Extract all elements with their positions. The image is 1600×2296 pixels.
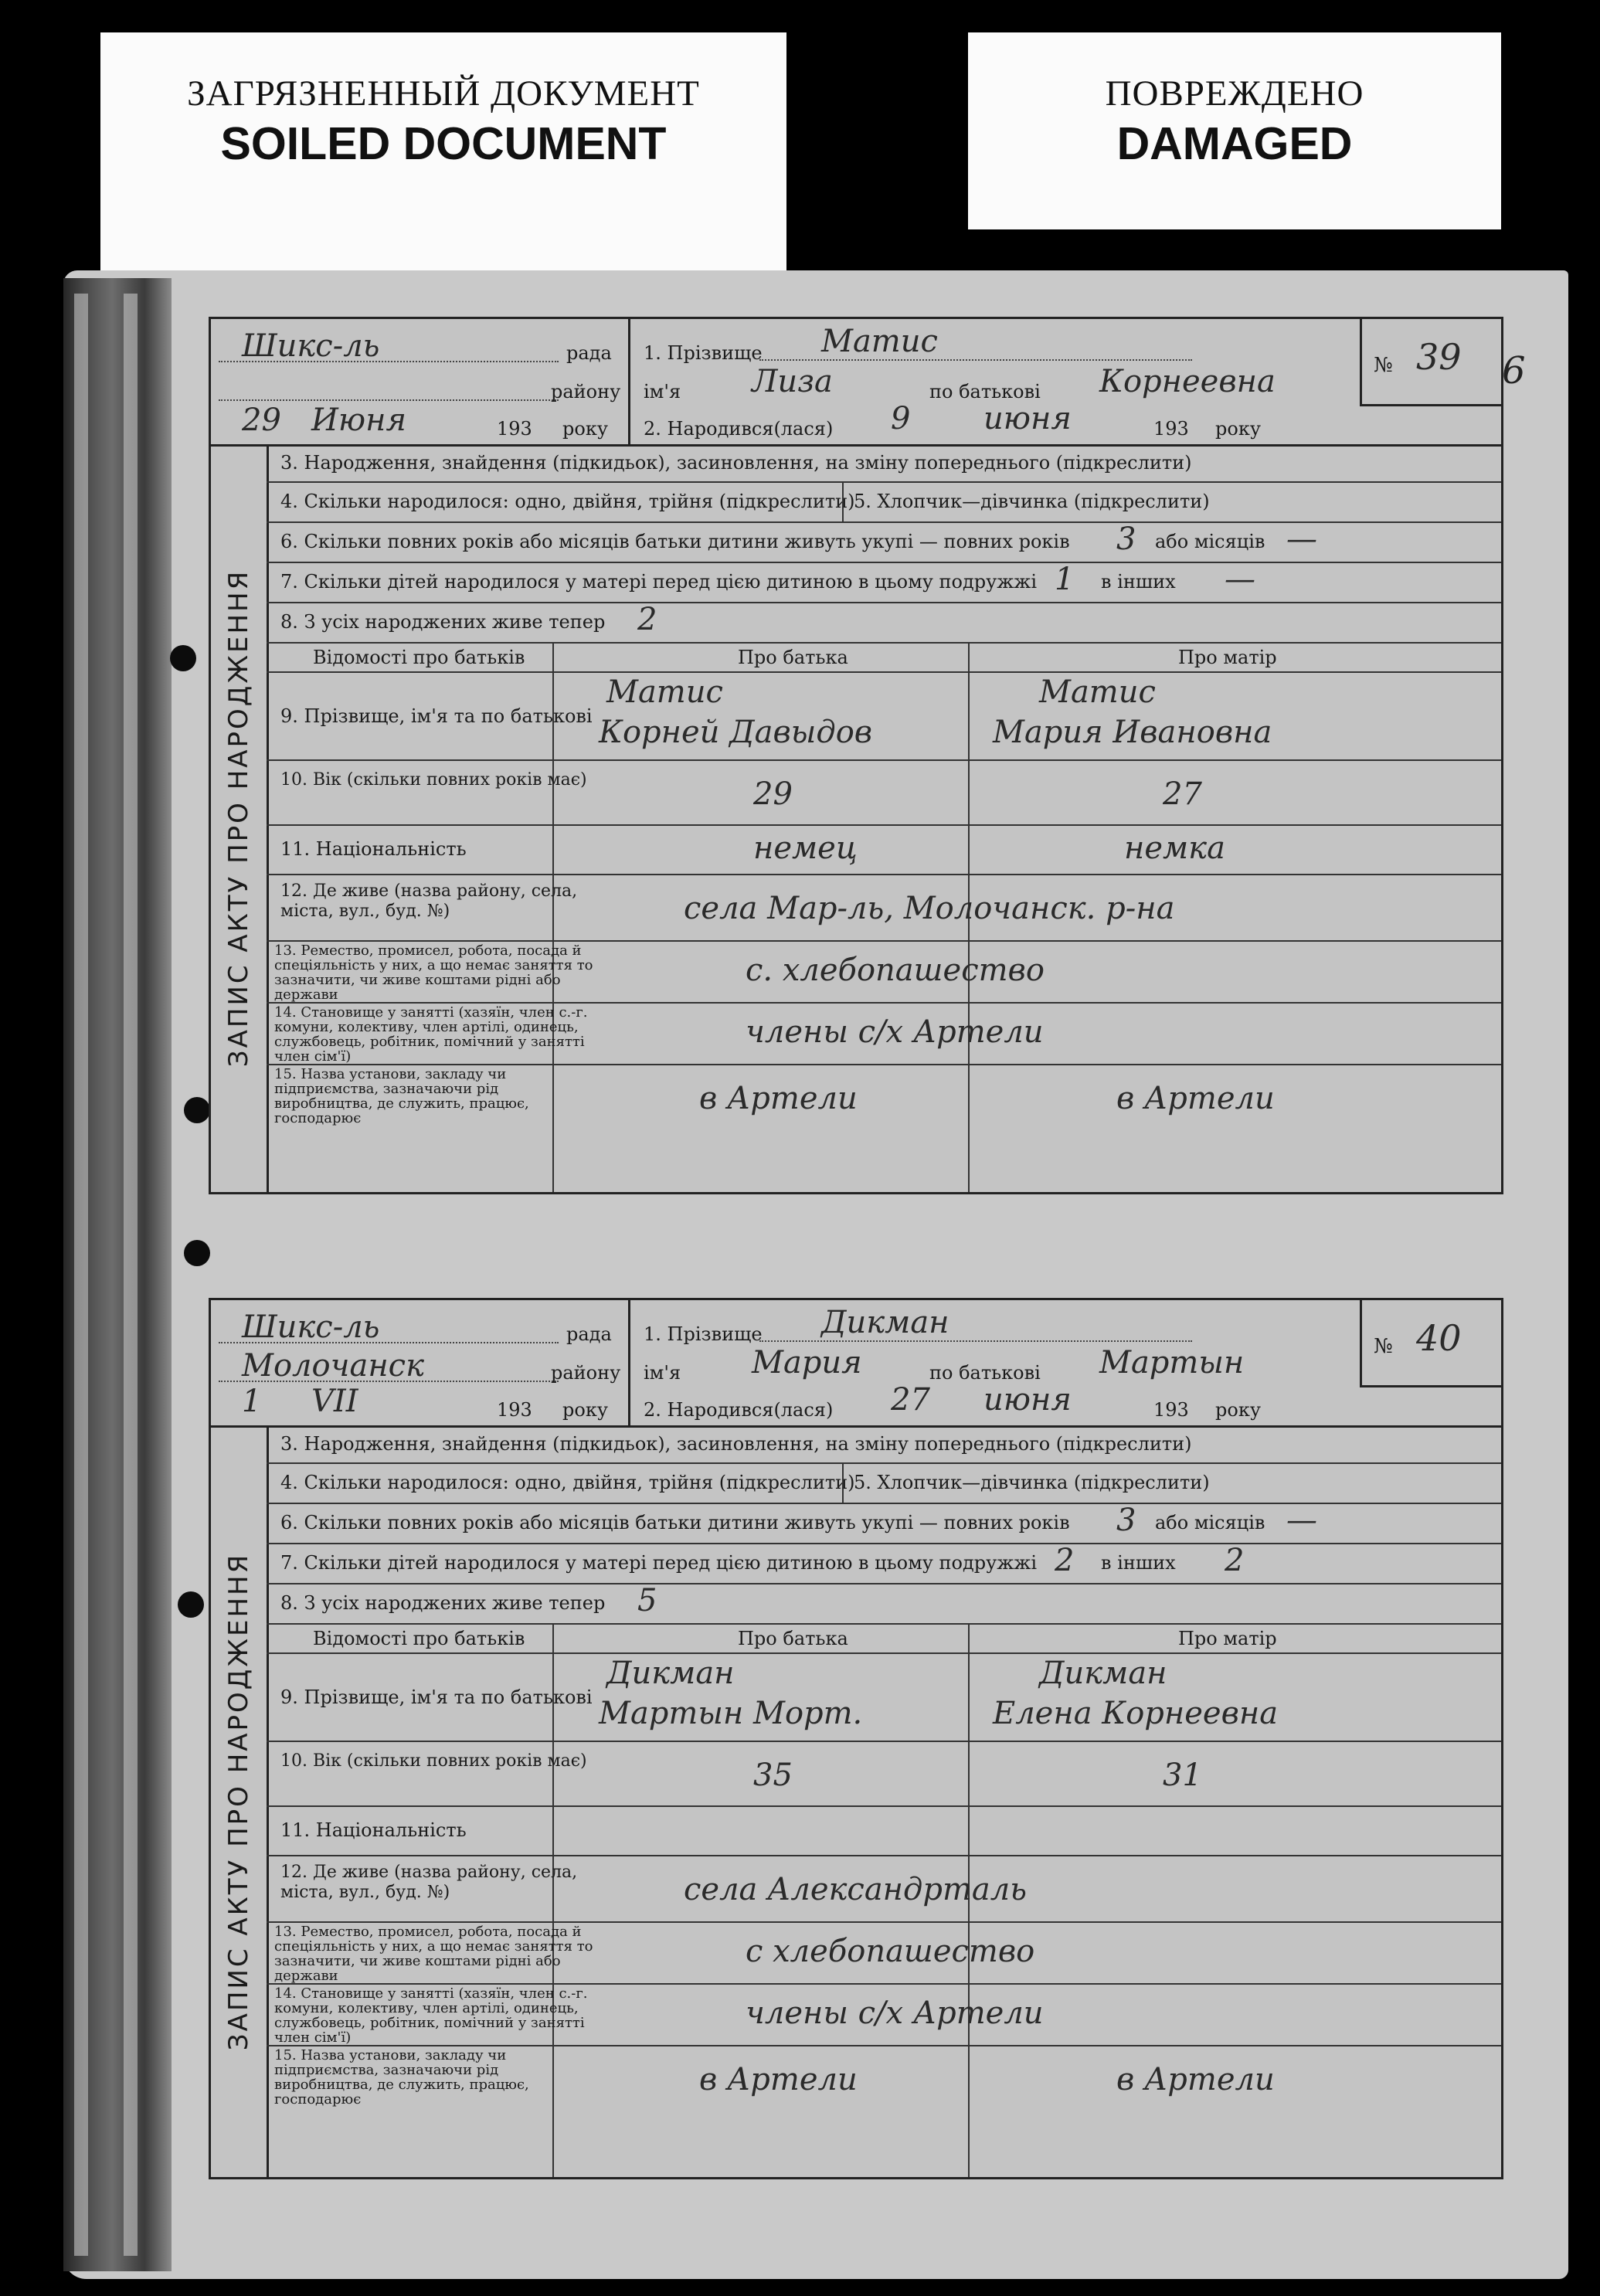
q4-label: 4. Скільки народилося: одно, двійня, трійня (підкреслити): [280, 491, 855, 512]
table-header-info: Відомості про батьків: [313, 1628, 525, 1649]
mother-given-value: Елена Корнеевна: [993, 1696, 1279, 1731]
surname-value: Дикман: [821, 1305, 949, 1340]
q12-row: [267, 1855, 1501, 1923]
council-value: Шикс-ль: [242, 1309, 380, 1345]
table-header-father: Про батька: [738, 647, 848, 668]
roku-label: року: [1215, 418, 1261, 440]
q7-row: [267, 562, 1501, 603]
district-value: Молочанск: [242, 1348, 424, 1384]
damaged-label-en: DAMAGED: [1116, 118, 1353, 169]
q8-label: 8. З усіх народжених живе тепер: [280, 611, 606, 633]
q6-row: [267, 1503, 1501, 1544]
soiled-document-label: [100, 32, 786, 281]
registration-block: [211, 1300, 630, 1425]
record-number-box: [1360, 1300, 1501, 1387]
soiled-label-en: SOILED DOCUMENT: [220, 118, 667, 169]
registration-block: [211, 319, 630, 444]
q15-row: [267, 2045, 1501, 2114]
table-header-mother: Про матір: [1178, 647, 1277, 668]
q7-label: 7. Скільки дітей народилося у матері перед цією дитиною в цьому подружжі: [280, 571, 1038, 593]
damaged-label-ru: ПОВРЕЖДЕНО: [1105, 73, 1364, 114]
birth-month-value: июня: [983, 401, 1072, 436]
mother-surname-value: Дикман: [1039, 1656, 1167, 1691]
parents-table-header: [267, 1623, 1501, 1654]
q13-label: 13. Ремество, промисел, робота, посада й спеціяльність у них, а що немає заняття то зазначити, чи живе коштами рідні або держави: [274, 943, 593, 1003]
punch-hole: [184, 1097, 210, 1123]
q6-row: [267, 521, 1501, 563]
mother-age-value: 31: [1163, 1758, 1202, 1793]
q7-row: [267, 1543, 1501, 1584]
q13-row: [267, 1921, 1501, 1985]
q13-label: 13. Ремество, промисел, робота, посада й спеціяльність у них, а що немає заняття то зазначити, чи живе коштами рідні або держави: [274, 1924, 593, 1984]
mother-work-value: в Артели: [1116, 2062, 1275, 2097]
born-label: 2. Народився(лася): [644, 418, 834, 440]
years-together-value: 3: [1116, 1503, 1136, 1538]
father-surname-value: Дикман: [606, 1656, 735, 1691]
patronymic-label: по батькові: [929, 381, 1041, 402]
q15-row: [267, 1064, 1501, 1133]
q11-label: 11. Національність: [280, 838, 467, 860]
mother-work-value: в Артели: [1116, 1081, 1275, 1116]
dotted-line: [759, 1340, 1192, 1342]
mother-given-value: Мария Ивановна: [993, 715, 1272, 750]
surname-label: 1. Прізвище: [644, 1323, 763, 1345]
punch-hole: [178, 1591, 204, 1618]
q7-label: 7. Скільки дітей народилося у матері перед цією дитиною в цьому подружжі: [280, 1552, 1038, 1574]
q6b-label: або місяців: [1155, 1512, 1265, 1533]
soiled-label-ru: ЗАГРЯЗНЕННЫЙ ДОКУМЕНТ: [187, 73, 700, 114]
father-age-value: 29: [753, 776, 793, 812]
reg-day-value: 1: [242, 1384, 262, 1419]
q15-label: 15. Назва установи, закладу чи підприємства, зазначаючи рід виробництва, де служить, працює, господарює: [274, 2047, 529, 2107]
q4-q5-row: [267, 481, 1501, 523]
q4-q5-row: [267, 1462, 1501, 1504]
name-value: Лиза: [752, 364, 833, 399]
q11-label: 11. Національність: [280, 1819, 467, 1841]
reg-year-label: 193: [497, 418, 532, 440]
q14-label: 14. Становище у занятті (хазяїн, член с.-г. комуни, колективу, член артілі, одинець, службовець, робітник, помічний у занятті член сім'ї): [274, 1004, 588, 1065]
parents-table-header: [267, 642, 1501, 673]
q10-row: [267, 1741, 1501, 1807]
reg-year-label: 193: [497, 1399, 532, 1421]
child-identity-block: [628, 319, 1362, 444]
q5-label: 5. Хлопчик—дівчинка (підкреслити): [854, 1472, 1210, 1493]
q11-row: [267, 1805, 1501, 1856]
months-together-value: —: [1286, 521, 1317, 557]
margin-note: 6: [1502, 349, 1526, 392]
rada-label: рада: [566, 1323, 612, 1345]
q12-row: [267, 874, 1501, 942]
occupation-value: с. хлебопашество: [746, 953, 1045, 988]
address-value: села Александрталь: [684, 1872, 1028, 1907]
children-this-marriage-value: 2: [1055, 1543, 1075, 1578]
q14-row: [267, 1002, 1501, 1065]
born-label: 2. Народився(лася): [644, 1399, 834, 1421]
q12-label: 12. Де живе (назва району, села, міста, вул., буд. №): [280, 1863, 578, 1902]
mother-surname-value: Матис: [1039, 674, 1156, 710]
side-title: [211, 444, 269, 1192]
q15-label: 15. Назва установи, закладу чи підприємства, зазначаючи рід виробництва, де служить, працює, господарює: [274, 1066, 529, 1126]
q9-label: 9. Прізвище, ім'я та по батькові: [280, 705, 593, 727]
q12-label: 12. Де живе (назва району, села, міста, вул., буд. №): [280, 881, 578, 921]
q3-row: [267, 444, 1501, 483]
birth-day-value: 27: [891, 1382, 930, 1418]
q3-label: 3. Народження, знайдення (підкидьок), засиновлення, на зміну попереднього (підкреслити): [280, 452, 1192, 474]
punch-hole: [184, 1240, 210, 1266]
raionu-label: району: [551, 1362, 621, 1384]
side-title-text: ЗАПИС АКТУ ПРО НАРОДЖЕННЯ: [223, 569, 255, 1068]
children-other-value: —: [1225, 562, 1255, 597]
name-value: Мария: [752, 1345, 862, 1381]
roku-label: року: [562, 1399, 608, 1421]
mother-age-value: 27: [1163, 776, 1202, 812]
q6b-label: або місяців: [1155, 531, 1265, 552]
birth-day-value: 9: [891, 401, 911, 436]
roku-label: року: [562, 418, 608, 440]
q8-label: 8. З усіх народжених живе тепер: [280, 1592, 606, 1614]
q10-row: [267, 759, 1501, 826]
dotted-line: [219, 399, 559, 401]
birth-year-label: 193: [1153, 418, 1189, 440]
council-value: Шикс-ль: [242, 328, 380, 364]
father-work-value: в Артели: [699, 2062, 858, 2097]
q5-label: 5. Хлопчик—дівчинка (підкреслити): [854, 491, 1210, 512]
father-age-value: 35: [753, 1758, 793, 1793]
q13-row: [267, 940, 1501, 1004]
patronymic-label: по батькові: [929, 1362, 1041, 1384]
father-given-value: Мартын Морт.: [599, 1696, 863, 1731]
occupation-value: с хлебопашество: [746, 1934, 1035, 1969]
side-title: [211, 1425, 269, 2177]
mother-nationality-value: немка: [1124, 830, 1225, 866]
children-this-marriage-value: 1: [1055, 562, 1075, 597]
father-given-value: Корней Давыдов: [599, 715, 873, 750]
q14-row: [267, 1983, 1501, 2046]
binding-stitch: [124, 294, 138, 2256]
alive-now-value: 2: [637, 602, 657, 637]
father-surname-value: Матис: [606, 674, 723, 710]
q3-row: [267, 1425, 1501, 1464]
number-sign: №: [1374, 354, 1393, 377]
q11-row: [267, 824, 1501, 875]
birth-month-value: июня: [983, 1382, 1072, 1418]
col-divider: [842, 481, 844, 521]
name-label: ім'я: [644, 381, 681, 402]
q6-label: 6. Скільки повних років або місяців батьки дитини живуть укупі — повних років: [280, 531, 1070, 552]
q9-row: [267, 671, 1501, 761]
child-identity-block: [628, 1300, 1362, 1425]
father-nationality-value: немец: [753, 830, 858, 866]
dotted-line: [219, 361, 559, 362]
q8-row: [267, 602, 1501, 644]
birth-record-2: [209, 1298, 1503, 2179]
record-number-value: 40: [1416, 1317, 1462, 1359]
table-header-info: Відомості про батьків: [313, 647, 525, 668]
q4-label: 4. Скільки народилося: одно, двійня, трійня (підкреслити): [280, 1472, 855, 1493]
record-header: [211, 1300, 1501, 1428]
name-label: ім'я: [644, 1362, 681, 1384]
father-work-value: в Артели: [699, 1081, 858, 1116]
q9-label: 9. Прізвище, ім'я та по батькові: [280, 1686, 593, 1708]
side-title-text: ЗАПИС АКТУ ПРО НАРОДЖЕННЯ: [223, 1552, 255, 2050]
months-together-value: —: [1286, 1503, 1317, 1538]
dotted-line: [219, 1342, 559, 1343]
reg-month-value: VII: [311, 1384, 358, 1419]
q7b-label: в інших: [1101, 1552, 1176, 1574]
patronymic-value: Мартын: [1099, 1345, 1245, 1381]
children-other-value: 2: [1225, 1543, 1245, 1578]
q3-label: 3. Народження, знайдення (підкидьок), засиновлення, на зміну попереднього (підкреслити): [280, 1433, 1192, 1455]
col-divider: [842, 1462, 844, 1503]
birth-year-label: 193: [1153, 1399, 1189, 1421]
dotted-line: [759, 359, 1192, 361]
q6-label: 6. Скільки повних років або місяців батьки дитини живуть укупі — повних років: [280, 1512, 1070, 1533]
q10-label: 10. Вік (скільки повних років має): [280, 1751, 587, 1771]
dotted-line: [219, 1381, 559, 1382]
q8-row: [267, 1583, 1501, 1625]
table-header-father: Про батька: [738, 1628, 848, 1649]
punch-hole: [170, 645, 196, 671]
status-value: члены с/х Артели: [746, 1014, 1044, 1050]
record-number-value: 39: [1416, 336, 1462, 378]
q14-label: 14. Становище у занятті (хазяїн, член с.-г. комуни, колективу, член артілі, одинець, службовець, робітник, помічний у занятті член сім'ї): [274, 1985, 588, 2046]
q7b-label: в інших: [1101, 571, 1176, 593]
birth-record-1: [209, 317, 1503, 1194]
reg-month-value: Июня: [311, 402, 406, 438]
table-header-mother: Про матір: [1178, 1628, 1277, 1649]
damaged-document-label: [968, 32, 1501, 229]
roku-label: року: [1215, 1399, 1261, 1421]
raionu-label: району: [551, 381, 621, 402]
q10-label: 10. Вік (скільки повних років має): [280, 770, 587, 790]
binding-stitch: [74, 294, 88, 2256]
number-sign: №: [1374, 1335, 1393, 1358]
address-value: села Мар-ль, Молочанск. р-на: [684, 891, 1175, 926]
status-value: члены с/х Артели: [746, 1995, 1044, 2031]
rada-label: рада: [566, 342, 612, 364]
years-together-value: 3: [1116, 521, 1136, 557]
patronymic-value: Корнеевна: [1099, 364, 1276, 399]
surname-value: Матис: [821, 324, 938, 359]
reg-day-value: 29: [242, 402, 281, 438]
q9-row: [267, 1652, 1501, 1742]
surname-label: 1. Прізвище: [644, 342, 763, 364]
record-number-box: [1360, 319, 1501, 406]
alive-now-value: 5: [637, 1583, 657, 1618]
record-header: [211, 319, 1501, 447]
